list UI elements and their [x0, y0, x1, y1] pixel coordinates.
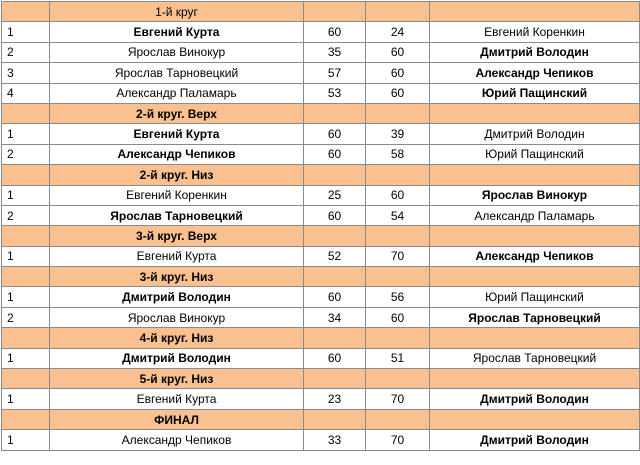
match-number: 3	[2, 63, 50, 83]
match-number: 1	[2, 389, 50, 409]
round-header-blank	[430, 226, 640, 246]
player-one-name: Евгений Коренкин	[50, 185, 304, 205]
player-two-score: 24	[366, 22, 430, 42]
round-header-blank	[430, 2, 640, 22]
player-one-score: 60	[304, 287, 366, 307]
match-row	[2, 389, 640, 409]
round-header-blank	[2, 2, 50, 22]
match-number: 1	[2, 124, 50, 144]
match-row	[2, 205, 640, 225]
round-header-blank	[366, 267, 430, 287]
round-header-blank	[366, 409, 430, 429]
bracket-table	[1, 1, 640, 451]
player-one-name: Ярослав Тарновецкий	[50, 205, 304, 225]
round-title: 3-й круг. Низ	[50, 267, 304, 287]
match-row	[2, 246, 640, 266]
player-one-score: 52	[304, 246, 366, 266]
player-two-name: Дмитрий Володин	[430, 389, 640, 409]
player-two-score: 60	[366, 83, 430, 103]
player-one-score: 35	[304, 42, 366, 62]
round-header-blank	[304, 226, 366, 246]
match-number: 2	[2, 307, 50, 327]
round-title: 2-й круг. Верх	[50, 103, 304, 123]
player-two-score: 70	[366, 389, 430, 409]
round-title: 4-й круг. Низ	[50, 328, 304, 348]
match-row	[2, 185, 640, 205]
round-header-blank	[2, 226, 50, 246]
player-two-score: 60	[366, 42, 430, 62]
player-two-score: 54	[366, 205, 430, 225]
player-two-score: 60	[366, 63, 430, 83]
player-two-name: Юрий Пащинский	[430, 83, 640, 103]
bracket-body	[2, 2, 640, 451]
player-one-score: 60	[304, 22, 366, 42]
player-one-name: Евгений Курта	[50, 246, 304, 266]
player-two-name: Александр Чепиков	[430, 63, 640, 83]
round-title: ФИНАЛ	[50, 409, 304, 429]
round-header-blank	[366, 165, 430, 185]
round-header-blank	[304, 267, 366, 287]
player-one-name: Александр Чепиков	[50, 144, 304, 164]
player-two-name: Юрий Пащинский	[430, 287, 640, 307]
player-one-name: Дмитрий Володин	[50, 287, 304, 307]
match-row	[2, 63, 640, 83]
match-row	[2, 42, 640, 62]
match-row	[2, 287, 640, 307]
round-header-blank	[304, 328, 366, 348]
round-header-row	[2, 369, 640, 389]
round-header-blank	[304, 103, 366, 123]
player-one-name: Ярослав Винокур	[50, 42, 304, 62]
round-header-blank	[430, 369, 640, 389]
round-header-blank	[430, 409, 640, 429]
player-two-name: Евгений Коренкин	[430, 22, 640, 42]
player-two-score: 70	[366, 430, 430, 450]
match-number: 1	[2, 430, 50, 450]
round-header-blank	[2, 267, 50, 287]
round-header-row	[2, 2, 640, 22]
round-title: 2-й круг. Низ	[50, 165, 304, 185]
round-header-row	[2, 226, 640, 246]
round-header-blank	[304, 165, 366, 185]
match-row	[2, 430, 640, 450]
round-header-blank	[366, 226, 430, 246]
match-row	[2, 348, 640, 368]
player-one-name: Дмитрий Володин	[50, 348, 304, 368]
player-two-score: 60	[366, 307, 430, 327]
player-one-score: 34	[304, 307, 366, 327]
player-two-name: Юрий Пащинский	[430, 144, 640, 164]
player-one-score: 33	[304, 430, 366, 450]
player-two-name: Дмитрий Володин	[430, 42, 640, 62]
match-number: 2	[2, 205, 50, 225]
match-row	[2, 124, 640, 144]
round-header-blank	[366, 328, 430, 348]
player-two-name: Ярослав Винокур	[430, 185, 640, 205]
round-header-blank	[430, 328, 640, 348]
player-one-score: 60	[304, 348, 366, 368]
round-title: 1-й круг	[50, 2, 304, 22]
round-header-blank	[2, 409, 50, 429]
player-one-score: 60	[304, 124, 366, 144]
match-number: 1	[2, 22, 50, 42]
player-one-score: 53	[304, 83, 366, 103]
round-header-blank	[430, 103, 640, 123]
round-title: 5-й круг. Низ	[50, 369, 304, 389]
player-one-name: Евгений Курта	[50, 389, 304, 409]
match-number: 2	[2, 42, 50, 62]
player-two-score: 60	[366, 185, 430, 205]
player-one-score: 25	[304, 185, 366, 205]
player-two-score: 56	[366, 287, 430, 307]
player-two-score: 39	[366, 124, 430, 144]
player-one-name: Евгений Курта	[50, 22, 304, 42]
round-header-blank	[366, 369, 430, 389]
round-header-blank	[366, 2, 430, 22]
player-one-name: Ярослав Тарновецкий	[50, 63, 304, 83]
match-number: 1	[2, 287, 50, 307]
player-one-name: Александр Чепиков	[50, 430, 304, 450]
player-one-score: 60	[304, 144, 366, 164]
player-one-name: Евгений Курта	[50, 124, 304, 144]
player-one-score: 60	[304, 205, 366, 225]
player-two-name: Дмитрий Володин	[430, 430, 640, 450]
round-header-blank	[2, 328, 50, 348]
round-title: 3-й круг. Верх	[50, 226, 304, 246]
round-header-blank	[430, 165, 640, 185]
player-one-score: 57	[304, 63, 366, 83]
round-header-row	[2, 103, 640, 123]
round-header-blank	[2, 369, 50, 389]
match-row	[2, 22, 640, 42]
player-two-name: Александр Паламарь	[430, 205, 640, 225]
round-header-blank	[366, 103, 430, 123]
match-number: 1	[2, 246, 50, 266]
match-row	[2, 144, 640, 164]
match-number: 1	[2, 185, 50, 205]
player-two-name: Ярослав Тарновецкий	[430, 348, 640, 368]
player-one-score: 23	[304, 389, 366, 409]
player-two-score: 58	[366, 144, 430, 164]
match-number: 1	[2, 348, 50, 368]
player-one-name: Александр Паламарь	[50, 83, 304, 103]
round-header-blank	[304, 2, 366, 22]
match-number: 4	[2, 83, 50, 103]
round-header-row	[2, 328, 640, 348]
player-one-name: Ярослав Винокур	[50, 307, 304, 327]
round-header-row	[2, 165, 640, 185]
round-header-blank	[304, 369, 366, 389]
round-header-blank	[2, 103, 50, 123]
round-header-blank	[2, 165, 50, 185]
round-header-blank	[304, 409, 366, 429]
player-two-score: 51	[366, 348, 430, 368]
player-two-name: Дмитрий Володин	[430, 124, 640, 144]
match-row	[2, 307, 640, 327]
player-two-score: 70	[366, 246, 430, 266]
round-header-blank	[430, 267, 640, 287]
match-row	[2, 83, 640, 103]
match-number: 2	[2, 144, 50, 164]
round-header-row	[2, 267, 640, 287]
player-two-name: Ярослав Тарновецкий	[430, 307, 640, 327]
player-two-name: Александр Чепиков	[430, 246, 640, 266]
round-header-row	[2, 409, 640, 429]
